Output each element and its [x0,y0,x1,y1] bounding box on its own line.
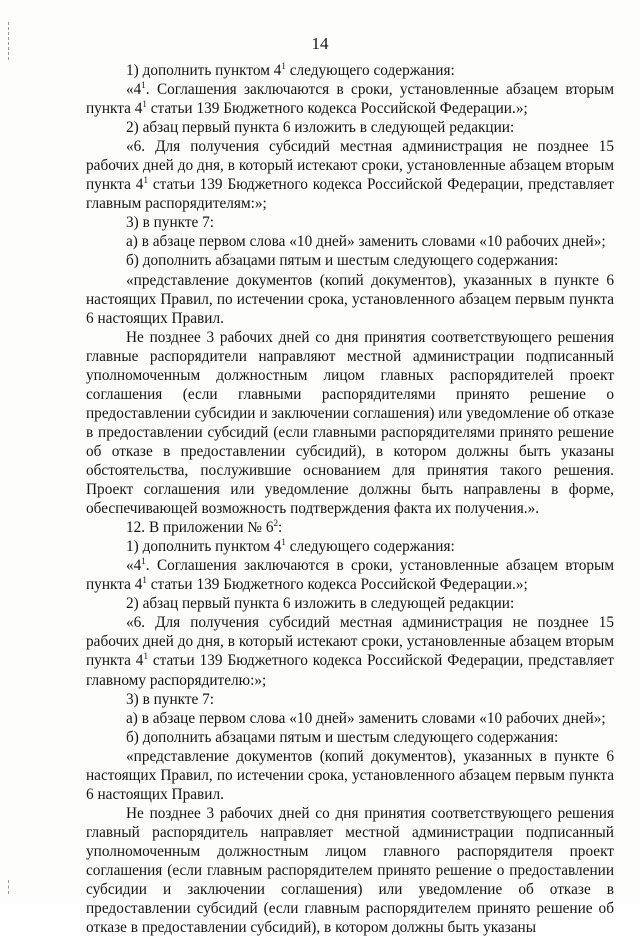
paragraph-text: статьи 139 Бюджетного кодекса Российской Федерации.»; [146,576,528,594]
paragraph [86,804,614,937]
paragraph [86,518,614,537]
paragraph [86,61,614,80]
paragraph [86,709,614,728]
superscript: 1 [142,99,147,110]
paragraph-text: : [278,519,283,537]
paragraph [86,251,614,270]
paragraph [86,594,614,613]
superscript: 1 [142,575,147,586]
paragraph [86,328,614,518]
paragraph-text: «4 [126,81,142,99]
paragraph [86,537,614,556]
paragraph-text: а) в абзаце первом слова «10 дней» заменить словами «10 рабочих дней»; [126,709,606,727]
paragraph [86,80,614,118]
paragraph [86,213,614,232]
paragraph-text: «6. Для получения субсидий местная администрация не позднее 15 рабочих дней до дня, в который истекают сроки, установленные абзацем вторым пункта 4 [86,138,614,194]
superscript: 1 [143,175,148,186]
paragraph-text: . Соглашения заключаются в сроки, установленные абзацем вторым пункта 4 [86,557,614,594]
document-body [86,61,614,937]
paragraph-text: 2) абзац первый пункта 6 изложить в следующей редакции: [126,119,515,137]
paragraph [86,271,614,328]
paragraph [86,118,614,137]
paragraph-text: 3) в пункте 7: [126,690,215,708]
paragraph-text: «4 [126,557,142,575]
paragraph-text: 3) в пункте 7: [126,214,215,232]
superscript: 1 [281,61,286,71]
paragraph [86,556,614,594]
paragraph [86,613,614,689]
paragraph-text: 2) абзац первый пункта 6 изложить в следующей редакции: [126,595,515,613]
paragraph [86,747,614,804]
paragraph-text: следующего содержания: [285,62,455,79]
paragraph-text: «6. Для получения субсидий местная администрация не позднее 15 рабочих дней до дня, в который истекают сроки, установленные абзацем вторым пункта 4 [86,614,614,670]
paragraph-text: 12. В приложении № 6 [126,519,274,537]
paragraph-text: следующего содержания: [285,538,455,556]
superscript: 1 [141,556,146,567]
paragraph-text: . Соглашения заключаются в сроки, установленные абзацем вторым пункта 4 [86,81,614,118]
paragraph-text: «представление документов (копий документов), указанных в пункте 6 настоящих Правил, по истечении срока, установленного абзацем первым пункта 6 настоящих Правил. [86,747,614,803]
paragraph-text: статьи 139 Бюджетного кодекса Российской Федерации.»; [146,100,528,118]
paragraph-text: а) в абзаце первом слова «10 дней» заменить словами «10 рабочих дней»; [126,233,606,251]
paragraph-text: б) дополнить абзацами пятым и шестым следующего содержания: [126,252,559,270]
page-number: 14 [311,34,329,53]
paragraph-text: статьи 139 Бюджетного кодекса Российской Федерации, представляет главному распорядителю:»; [86,652,614,689]
superscript: 1 [141,80,146,91]
paragraph [86,690,614,709]
paragraph-text: 1) дополнить пунктом 4 [126,62,282,79]
paragraph-text: статьи 139 Бюджетного кодекса Российской Федерации, представляет главным распорядителям:»; [86,176,614,213]
superscript: 2 [273,518,279,529]
paragraph-text: Не позднее 3 рабочих дней со дня принятия соответствующего решения главный распорядитель направляет местной администрации подписанный уполномоченным должностным лицом главного распорядителя проект соглашения (если главным распорядителем принято решение о предоставлении субсидии и заключении соглашения) или уведомление об отказе в предоставлении субсидий (если главным распорядителем принято решение об отказе в предоставлении субсидий), в котором должны быть указаны [86,804,614,937]
paragraph [86,137,614,213]
paragraph-text: «представление документов (копий документов), указанных в пункте 6 настоящих Правил, по истечении срока, установленного абзацем первым пункта 6 настоящих Правил. [86,271,614,327]
paragraph-text: 1) дополнить пунктом 4 [126,538,282,556]
scan-edge-mark [8,880,9,894]
paragraph-text: б) дополнить абзацами пятым и шестым следующего содержания: [126,728,559,746]
paragraph [86,728,614,747]
superscript: 1 [143,651,148,662]
paragraph-text: Не позднее 3 рабочих дней со дня принятия соответствующего решения главные распорядители направляют местной администрации подписанный уполномоченным должностным лицом главных распорядителей проект соглашения (если главными распорядителями принято решение о предоставлении субсидии и заключении соглашения) или уведомление об отказе в предоставлении субсидий (если главными распорядителями принято решение об отказе в предоставлении субсидий), в котором должны быть указаны обстоятельства, послужившие основанием для принятия такого решения. Проект соглашения или уведомление должны быть направлены в форме, обеспечивающей возможность подтверждения факта их получения.». [86,328,614,518]
paragraph [86,232,614,251]
superscript: 1 [281,537,286,548]
